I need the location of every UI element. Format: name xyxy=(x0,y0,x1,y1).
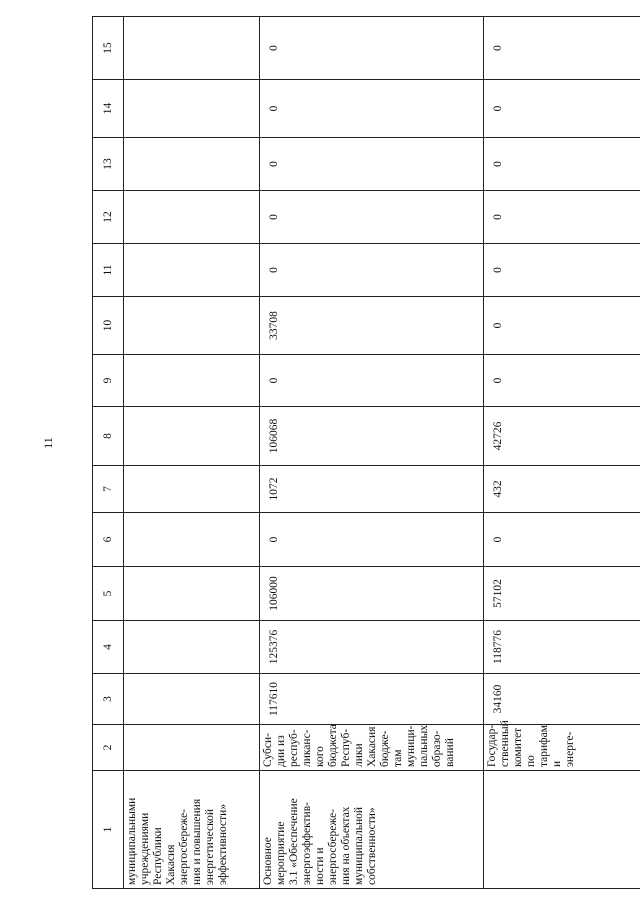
event-name-cell xyxy=(124,771,260,889)
value-cell xyxy=(124,297,260,355)
value-cell: 0 xyxy=(260,191,484,244)
value-cell: 0 xyxy=(260,138,484,191)
value-cell: 0 xyxy=(260,513,484,567)
header-cell: 15 xyxy=(93,17,124,80)
value-cell: 0 xyxy=(260,355,484,407)
value-cell: 33708 xyxy=(260,297,484,355)
header-cell: 14 xyxy=(93,80,124,138)
value-cell xyxy=(124,513,260,567)
value-cell xyxy=(124,355,260,407)
value-cell: 0 xyxy=(484,191,640,244)
header-cell: 10 xyxy=(93,297,124,355)
event-name-cell xyxy=(260,771,484,889)
value-cell: 57102 xyxy=(484,567,640,621)
value-cell: 0 xyxy=(484,138,640,191)
value-cell: 1072 xyxy=(260,466,484,513)
event-name-cell xyxy=(484,771,640,889)
header-cell: 3 xyxy=(93,674,124,725)
value-cell: 0 xyxy=(260,80,484,138)
header-row xyxy=(93,17,124,889)
header-cell: 7 xyxy=(93,466,124,513)
value-cell xyxy=(124,407,260,466)
value-cell xyxy=(124,466,260,513)
rotated-table-container xyxy=(92,17,622,889)
value-cell: 0 xyxy=(484,297,640,355)
value-cell: 0 xyxy=(484,244,640,297)
source-name: Субси- дии из респуб- ликанс- кого бюджета Респуб- лики Хакасия бюдже- там муници- пальных образо- ваний xyxy=(262,724,456,767)
value-cell xyxy=(124,567,260,621)
header-cell: 6 xyxy=(93,513,124,567)
header-cell: 13 xyxy=(93,138,124,191)
budget-table xyxy=(92,16,640,889)
value-cell xyxy=(124,621,260,674)
header-cell: 12 xyxy=(93,191,124,244)
value-cell xyxy=(124,80,260,138)
table-row xyxy=(260,17,484,889)
value-cell xyxy=(124,138,260,191)
table-row xyxy=(484,17,640,889)
value-cell: 0 xyxy=(484,80,640,138)
source-cell xyxy=(484,720,640,771)
header-cell: 4 xyxy=(93,621,124,674)
header-cell: 5 xyxy=(93,567,124,621)
header-cell: 1 xyxy=(93,771,124,889)
value-cell: 0 xyxy=(260,17,484,80)
value-cell: 125376 xyxy=(260,621,484,674)
value-cell xyxy=(124,191,260,244)
value-cell: 0 xyxy=(484,17,640,80)
value-cell: 117610 xyxy=(260,674,484,725)
header-cell: 9 xyxy=(93,355,124,407)
event-name: Основное мероприятие 3.1 «Обеспечение энергоэффектив- ности и энергосбереже- ния на объектах муниципальной собственности» xyxy=(262,798,378,885)
value-cell: 34160 xyxy=(484,674,640,725)
value-cell: 118776 xyxy=(484,621,640,674)
header-cell: 8 xyxy=(93,407,124,466)
value-cell: 0 xyxy=(484,513,640,567)
header-cell: 2 xyxy=(93,725,124,771)
value-cell xyxy=(124,17,260,80)
page-number: 11 xyxy=(41,437,55,449)
source-cell xyxy=(124,725,260,771)
source-cell xyxy=(260,725,484,771)
event-name: муниципальными учреждениями Республики Хакасия энергосбереже- ния и повышения энергетической эффективности» xyxy=(126,797,229,885)
header-cell: 11 xyxy=(93,244,124,297)
value-cell: 42726 xyxy=(484,407,640,466)
value-cell: 432 xyxy=(484,466,640,513)
value-cell xyxy=(124,244,260,297)
source-name: Государ- ственный комитет по тарифам и энерге- xyxy=(486,720,576,767)
value-cell xyxy=(124,674,260,725)
value-cell: 106000 xyxy=(260,567,484,621)
value-cell: 0 xyxy=(260,244,484,297)
value-cell: 106068 xyxy=(260,407,484,466)
table-row xyxy=(124,17,260,889)
value-cell: 0 xyxy=(484,355,640,407)
